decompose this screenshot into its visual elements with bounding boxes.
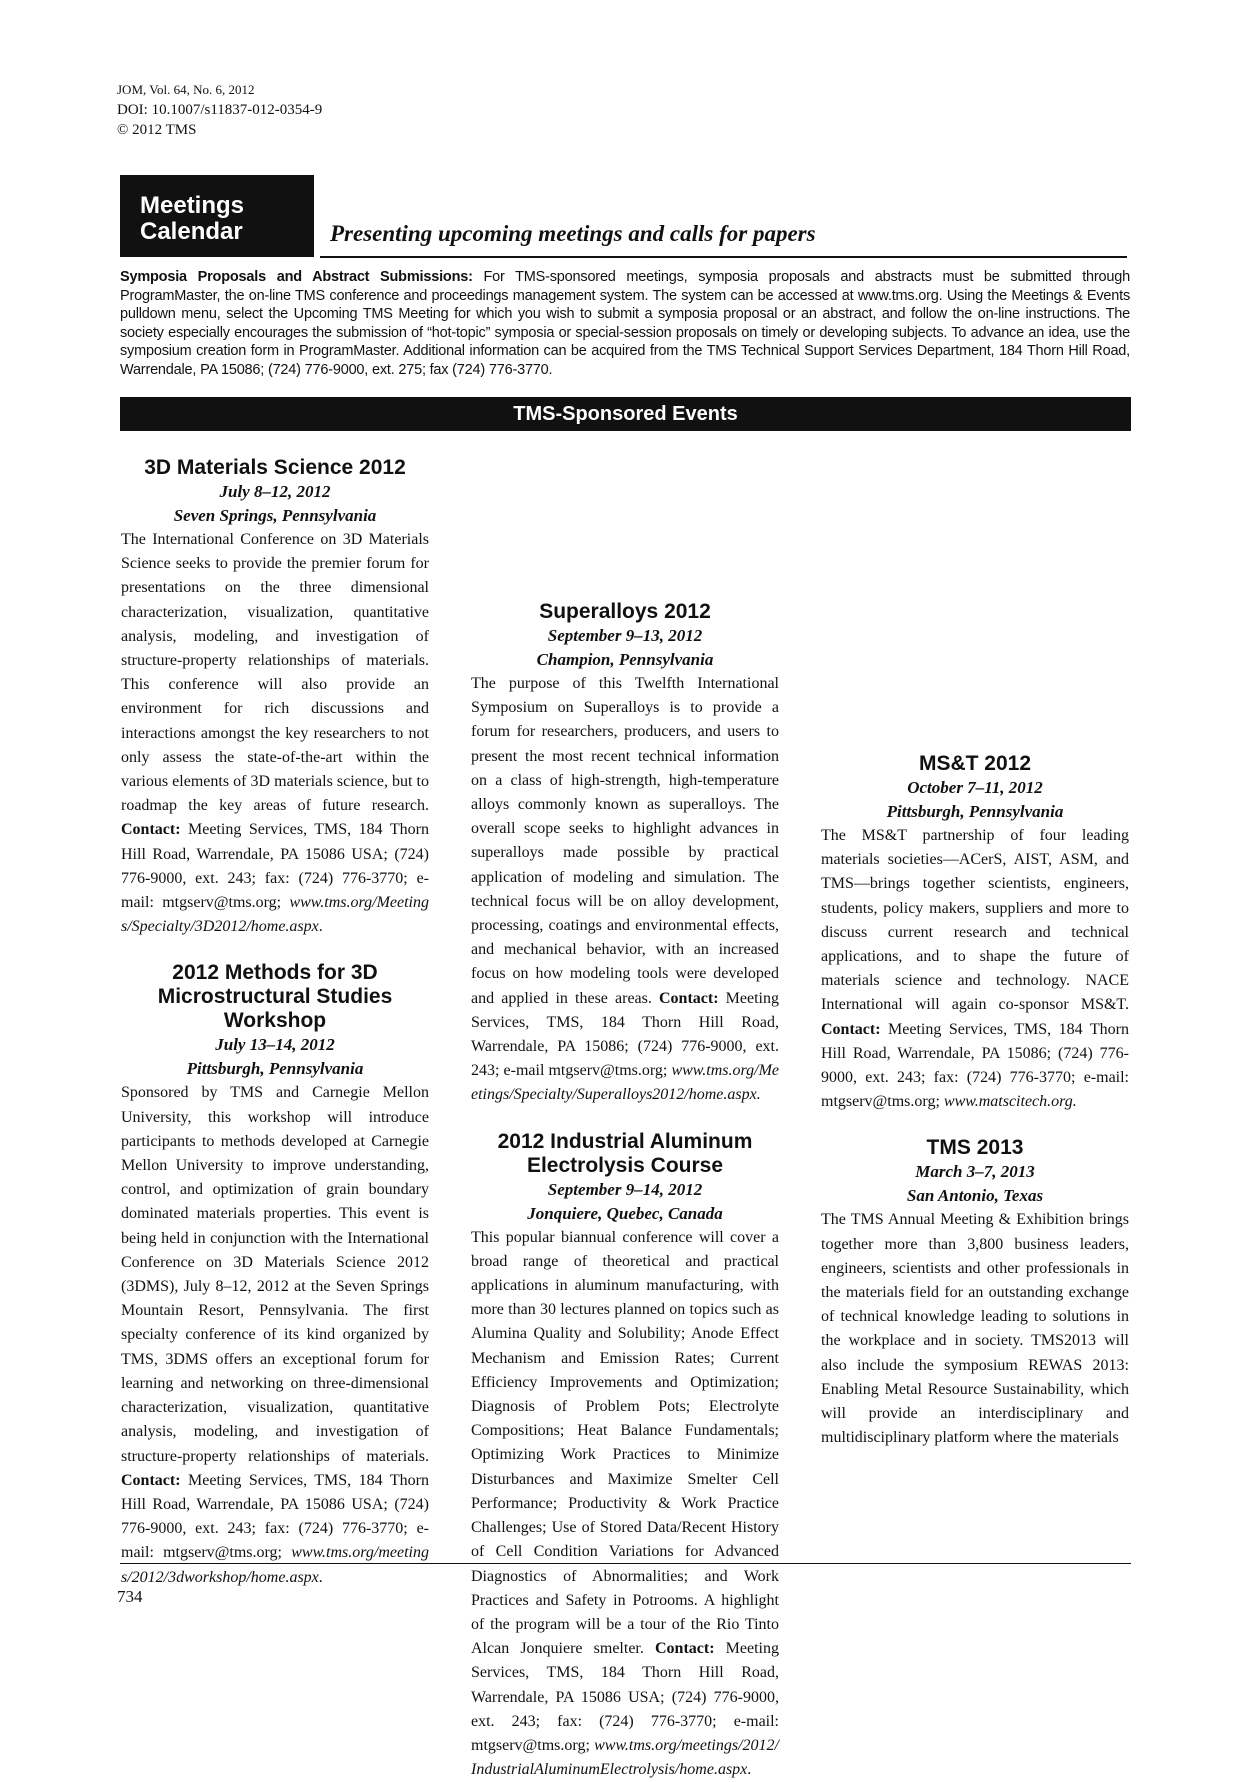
- event-contact: Meeting Services, TMS, 184 Thorn Hill Road, Warrendale, PA 15086 USA; (724) 776-9000, ext. 243; fax: (724) 776-3770; e-mail: mtgserv@tms.org;: [121, 1471, 429, 1562]
- event-date: March 3–7, 2013: [915, 1162, 1035, 1182]
- section-title-bar: TMS-Sponsored Events: [120, 397, 1131, 431]
- event-description: [121, 528, 429, 939]
- column-3: [821, 456, 1129, 1450]
- submission-intro: [120, 268, 1130, 379]
- calendar-title-line2: Calendar: [140, 218, 243, 245]
- event-title: 2012 Methods for 3D Microstructural Studies Workshop: [157, 961, 393, 1033]
- event-title: TMS 2013: [926, 1136, 1024, 1160]
- contact-label: Contact:: [659, 989, 719, 1007]
- journal-info: [117, 80, 322, 140]
- event-date: July 8–12, 2012: [219, 482, 331, 501]
- event-date: September 9–13, 2012: [547, 626, 703, 645]
- event-body: The International Conference on 3D Materials Science seeks to provide the premier forum for presentations on the three dimensional characterization, visualization, quantitative analysis, modeling, and investigation of structure-property relationships of materials. This conference will also provide an environment for rich discussions and interactions amongst the key researchers to not only assess the state-of-the-art within the various elements of 3D materials science, but to roadmap the key areas of future research.: [121, 531, 429, 815]
- event-location: Champion, Pennsylvania: [536, 650, 714, 669]
- intro-lead: Symposia Proposals and Abstract Submissions:: [120, 269, 473, 285]
- contact-label: Contact:: [121, 1471, 181, 1489]
- event-mst-2012: [821, 752, 1129, 1114]
- event-location: Jonquiere, Quebec, Canada: [527, 1203, 723, 1223]
- event-description: [471, 672, 779, 1108]
- contact-label: Contact:: [121, 821, 181, 839]
- event-url[interactable]: www.matscitech.org.: [943, 1093, 1077, 1111]
- event-superalloys: [471, 600, 779, 1108]
- event-aluminum-electrolysis: [471, 1130, 779, 1782]
- meetings-calendar-label: [120, 175, 314, 257]
- event-date: October 7–11, 2012: [907, 778, 1043, 797]
- event-contact: Meeting Services, TMS, 184 Thorn Hill Road, Warrendale, PA 15086 USA; (724) 776-9000, ext. 243; fax: (724) 776-3770; e-mail: mtgserv@tms.org;: [121, 821, 429, 912]
- event-url[interactable]: www.tms.org/Meetings/Specialty/Superalloys2012/home.aspx.: [471, 1062, 779, 1104]
- contact-label: Contact:: [655, 1640, 715, 1658]
- event-end: .: [318, 918, 323, 936]
- event-end: .: [747, 1761, 752, 1779]
- title-rule: [320, 256, 1127, 258]
- event-date: September 9–14, 2012: [547, 1179, 703, 1199]
- page-number: 734: [117, 1587, 143, 1606]
- event-url[interactable]: www.tms.org/Meetings/Specialty/3D2012/home.aspx: [121, 894, 429, 936]
- event-description: [471, 1226, 779, 1782]
- event-description: [821, 1208, 1129, 1450]
- event-body: The TMS Annual Meeting & Exhibition brings together more than 3,800 business leaders, engineers, scientists and other professionals in the materials field for an outstanding exchange of technical knowledge leading to solutions in the workplace and in society. TMS2013 will also include the symposium REWAS 2013: Enabling Metal Resource Sustainability, which will provide an interdisciplinary and multidisciplinary platform where the materials: [821, 1211, 1129, 1447]
- event-contact: Meeting Services, TMS, 184 Thorn Hill Road, Warrendale, PA 15086; (724) 776-9000, ext. 243; e-mail mtgserv@tms.org;: [471, 989, 779, 1080]
- event-location: San Antonio, Texas: [906, 1186, 1044, 1206]
- contact-label: Contact:: [821, 1020, 881, 1038]
- calendar-title-line1: Meetings: [140, 192, 245, 219]
- event-body: The MS&T partnership of four leading materials societies—ACerS, AIST, ASM, and TMS—brings together scientists, engineers, students, policy makers, suppliers and more to discuss current research and technical applications, and to shape the future of materials science and technology. NACE International will again co-sponsor MS&T.: [821, 827, 1129, 1014]
- journal-copyright: © 2012 TMS: [117, 122, 197, 138]
- event-title: 3D Materials Science 2012: [144, 456, 406, 479]
- event-body: Sponsored by TMS and Carnegie Mellon University, this workshop will introduce participants to methods developed at Carnegie Mellon University to improve understanding, control, and optimization of grain boundary dominated materials properties. This event is being held in conjunction with the International Conference on 3D Materials Science 2012 (3DMS), July 8–12, 2012 at the Seven Springs Mountain Resort, Pennsylvania. The first specialty conference of its kind organized by TMS, 3DMS offers an exceptional forum for learning and networking on three-dimensional characterization, visualization, quantitative analysis, modeling, and investigation of structure-property relationships of materials.: [121, 1084, 429, 1465]
- event-location: Pittsburgh, Pennsylvania: [886, 802, 1064, 821]
- event-location: Seven Springs, Pennsylvania: [173, 506, 377, 525]
- journal-citation: JOM, Vol. 64, No. 6, 2012: [117, 82, 255, 97]
- column-2: [471, 456, 779, 1782]
- event-description: [821, 824, 1129, 1114]
- journal-doi: DOI: 10.1007/s11837-012-0354-9: [117, 102, 323, 118]
- intro-body: For TMS-sponsored meetings, symposia proposals and abstracts must be submitted through ProgramMaster, the on-line TMS conference and proceedings management system. The system can be accessed at www.tms.org. Using the Meetings & Events pulldown menu, select the Upcoming TMS Meeting for which you wish to submit a symposia proposal or an abstract, and follow the on-line instructions. The society especially encourages the submission of “hot-topic” symposia or special-session proposals on timely or developing subjects. To advance an idea, use the symposium creation form in ProgramMaster. Additional information can be acquired from the TMS Technical Support Services Department, 184 Thorn Hill Road, Warrendale, PA 15086; (724) 776-9000, ext. 275; fax (724) 776-3770.: [120, 269, 1130, 378]
- event-title: Superalloys 2012: [539, 600, 711, 623]
- footer-rule: [120, 1563, 1131, 1564]
- event-title: 2012 Industrial Aluminum Electrolysis Course: [497, 1129, 753, 1177]
- event-url[interactable]: www.tms.org/meetings/2012/IndustrialAluminumElectrolysis/home.aspx: [471, 1736, 779, 1779]
- event-description: [121, 1081, 429, 1589]
- event-contact: Meeting Services, TMS, 184 Thorn Hill Road, Warrendale, PA 15086 USA; (724) 776-9000, ext. 243; fax: (724) 776-3770; e-mail: mtgserv@tms.org;: [471, 1640, 779, 1754]
- page-subtitle: Presenting upcoming meetings and calls for papers: [330, 221, 816, 246]
- event-contact: Meeting Services, TMS, 184 Thorn Hill Road, Warrendale, PA 15086; (724) 776-9000, ext. 243; fax: (724) 776-3770; e-mail: mtgserv@tms.org;: [821, 1020, 1129, 1111]
- event-title: MS&T 2012: [918, 752, 1032, 775]
- event-location: Pittsburgh, Pennsylvania: [186, 1059, 364, 1079]
- event-end: .: [318, 1568, 323, 1586]
- column-1: [121, 456, 429, 1590]
- event-tms-2013: [821, 1136, 1129, 1450]
- event-3d-materials-science: [121, 456, 429, 939]
- event-3d-methods-workshop: [121, 961, 429, 1589]
- event-body: The purpose of this Twelfth International Symposium on Superalloys is to provide a forum for researchers, producers, and users to present the most recent technical information on a class of high-strength, high-temperature alloys commonly known as superalloys. The overall scope seeks to highlight advances in superalloys made possible by practical application of modeling and simulation. The technical focus will be on alloy development, processing, coatings and environmental effects, and mechanical behavior, with an increased focus on how modeling tools were developed and applied in these areas.: [471, 675, 779, 1007]
- event-body: This popular biannual conference will cover a broad range of theoretical and practical applications in aluminum manufacturing, with more than 30 lectures planned on topics such as Alumina Quality and Solubility; Anode Effect Mechanism and Emission Rates; Current Efficiency Improvements and Optimization; Diagnosis of Problem Pots; Electrolyte Compositions; Heat Balance Fundamentals; Optimizing Work Practices to Minimize Disturbances and Maximize Smelter Cell Performance; Productivity & Work Practice Challenges; Use of Stored Data/Recent History of Cell Condition Variations for Advanced Diagnostics of Abnormalities; and Work Practices and Safety in Potrooms. A highlight of the program will be a tour of the Rio Tinto Alcan Jonquiere smelter.: [471, 1228, 779, 1658]
- event-url[interactable]: www.tms.org/meetings/2012/3dworkshop/home.aspx: [121, 1544, 429, 1586]
- event-date: July 13–14, 2012: [215, 1035, 335, 1055]
